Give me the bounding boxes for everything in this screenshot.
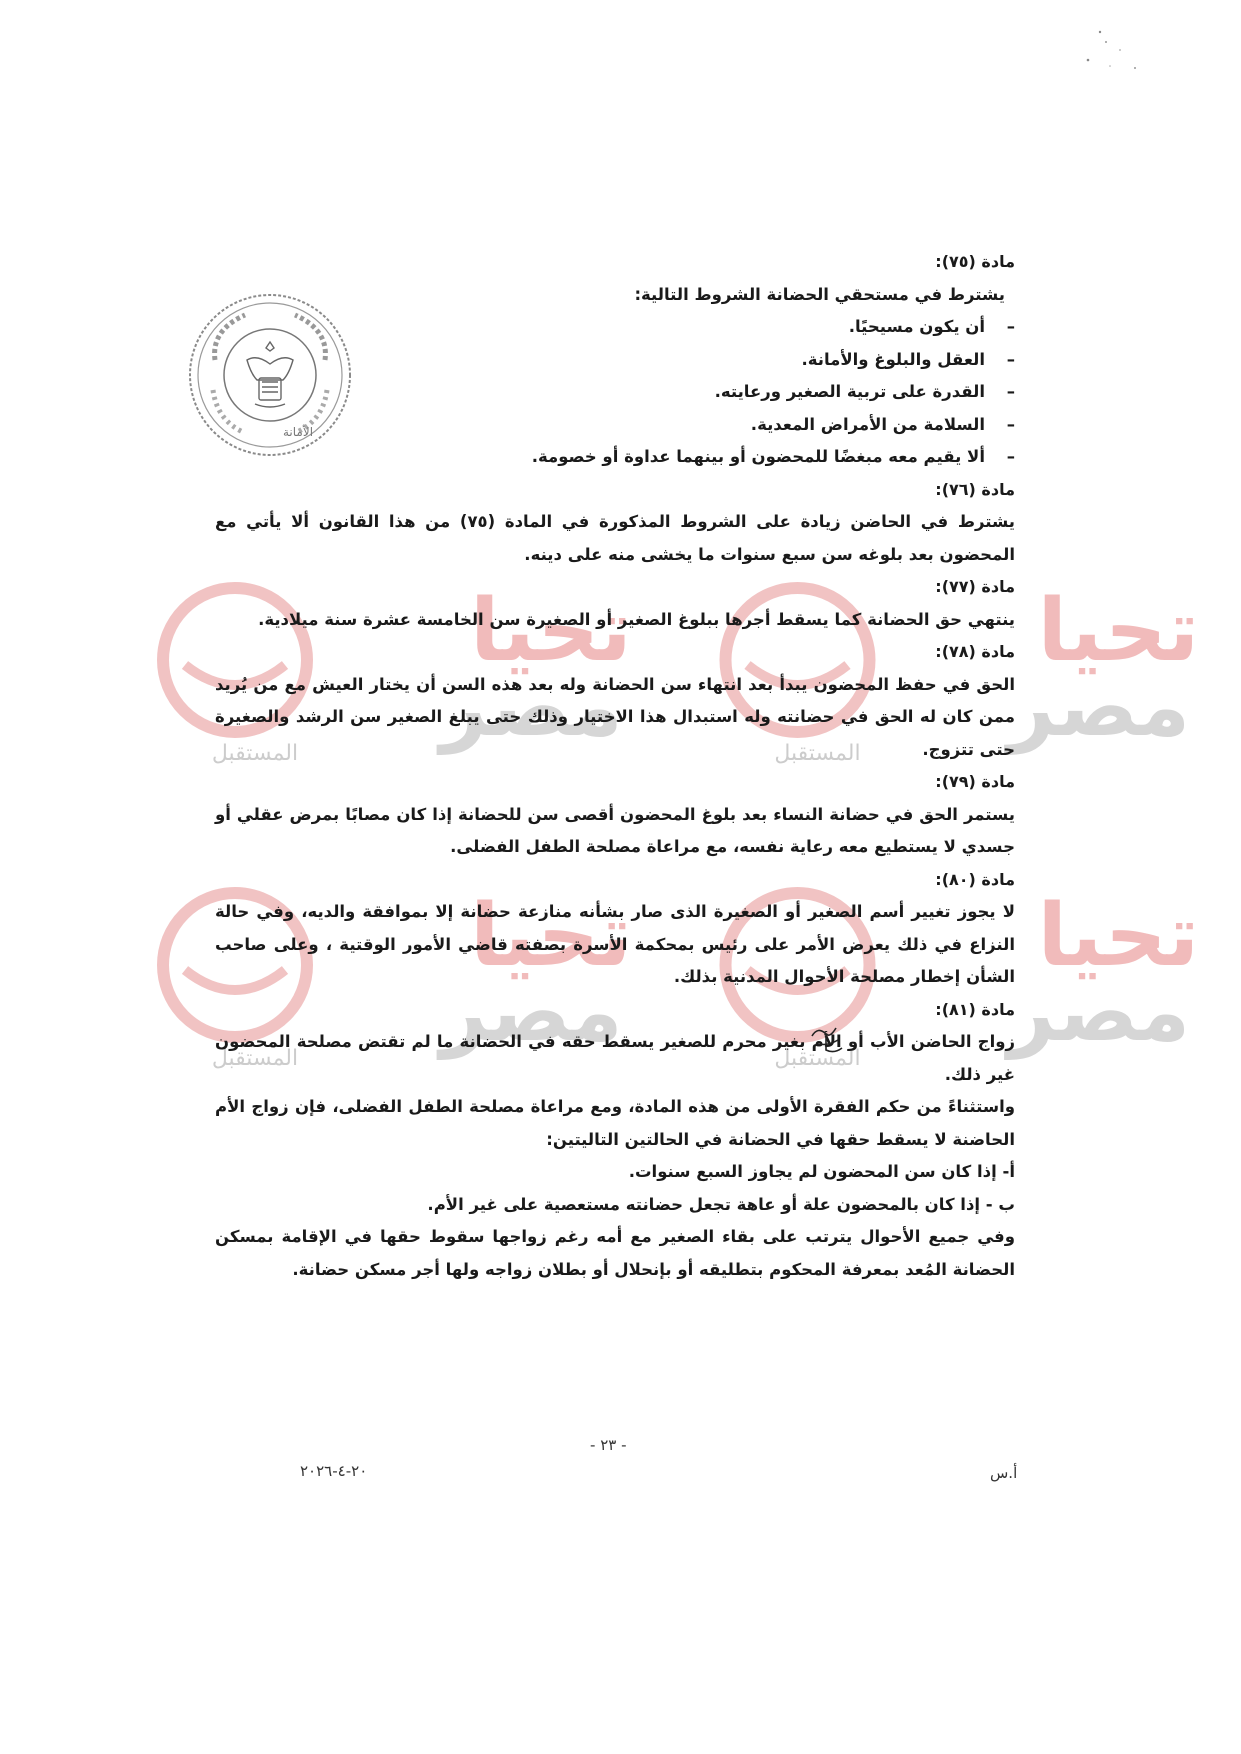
article-text: ينتهي حق الحضانة كما يسقط أجرها ببلوغ الصغير أو الصغيرة سن الخامسة عشرة سنة ميلادية. [258, 609, 1015, 629]
list-item: – ألا يقيم معه مبغضًا للمحضون أو بينهما عداوة أو خصومة. [215, 441, 1015, 474]
article-title: مادة (٨٠): [935, 869, 1015, 889]
svg-text:مصر: مصر [1007, 660, 1191, 755]
case-item: أ- إذا كان سن المحضون لم يجاوز السبع سنوات. [628, 1162, 1015, 1181]
article-title: مادة (٨١): [935, 999, 1015, 1019]
article-text: يستمر الحق في حضانة النساء بعد بلوغ المحضون أقصى سن للحضانة إذا كان مصابًا بمرض عقلي أو جسدي لا يستطيع معه رعاية نفسه، مع مراعاة مصلحة الطفل الفضلى. [215, 804, 1015, 856]
author-initials: أ.س [990, 1464, 1018, 1482]
svg-text:المستقبل: المستقبل [774, 1046, 861, 1071]
list-item: – السلامة من الأمراض المعدية. [215, 409, 1015, 442]
case-item: ب - إذا كان بالمحضون علة أو عاهة تجعل حضانته مستعصية على غير الأم. [427, 1194, 1015, 1214]
document-date: ٢٠-٤-٢٠٢٦ [300, 1462, 368, 1480]
article-intro: يشترط في مستحقي الحضانة الشروط التالية: [634, 284, 1005, 304]
article-text: واستثناءً من حكم الفقرة الأولى من هذه المادة، ومع مراعاة مصلحة الطفل الفضلى، فإن زواج الأم الحاضنة لا يسقط حقها في الحضانة في الحالتين التاليتين: [215, 1097, 1015, 1149]
document-body [215, 246, 1015, 1286]
article-title: مادة (٧٩): [935, 772, 1015, 791]
article-text: وفي جميع الأحوال يترتب على بقاء الصغير مع أمه رغم زواجها سقوط حقها في الإقامة بمسكن الحضانة المُعد بمعرفة المحكوم بتطليقه أو بإنحلال أو بطلان زواجه ولها أجر مسكن حضانة. [215, 1227, 1015, 1279]
svg-text:المستقبل: المستقبل [211, 1046, 299, 1071]
list-item: – القدرة على تربية الصغير ورعايته. [215, 376, 1015, 409]
article-text: لا يجوز تغيير أسم الصغير أو الصغيرة الذى صار بشأنه منازعة حضانة إلا بموافقة والديه، وفي حالة النزاع في ذلك يعرض الأمر على رئيس بمحكمة الأسرة بصفته قاضي الأمور الوقتية ، وعلى صاحب الشأن إخطار مصلحة الأحوال المدنية بذلك. [215, 902, 1015, 986]
article-text: الحق في حفظ المحضون يبدأ بعد انتهاء سن الحضانة وله بعد هذه السن أن يختار العيش مع من يُريد ممن كان له الحق في حضانته وله استبدال هذا الاختيار وذلك حتى يبلغ الصغير سن الرشد والصغيرة حتى تتزوج. [215, 674, 1015, 759]
list-item: – العقل والبلوغ والأمانة. [215, 344, 1015, 377]
svg-text:تحيا: تحيا [1037, 886, 1200, 986]
svg-text:مصر: مصر [440, 660, 623, 755]
stamp-bottom-text: الأمانة [283, 425, 314, 439]
article-title: مادة (٧٨): [935, 642, 1015, 661]
svg-text:مصر: مصر [440, 965, 623, 1060]
page-number: - ٢٣ - [590, 1436, 627, 1454]
article-text: زواج الحاضن الأب أو الأم بغير محرم للصغير يسقط حقه في الحضانة ما لم تقتض مصلحة المحضون غير ذلك. [215, 1032, 1015, 1084]
list-item: – أن يكون مسيحيًا. [215, 311, 1015, 344]
svg-text:مصر: مصر [1007, 965, 1191, 1060]
svg-text:تحيا: تحيا [470, 581, 632, 681]
article-title: مادة (٧٥): [935, 252, 1015, 271]
svg-text:تحيا: تحيا [1037, 581, 1200, 681]
conditions-list [215, 311, 1015, 474]
handwritten-signature [808, 1022, 848, 1056]
svg-text:المستقبل: المستقبل [211, 741, 299, 766]
svg-text:تحيا: تحيا [470, 886, 632, 986]
article-title: مادة (٧٦): [935, 479, 1015, 499]
article-text: يشترط في الحاضن زيادة على الشروط المذكورة في المادة (٧٥) من هذا القانون ألا يأتي مع المحضون بعد بلوغه سن سبع سنوات ما يخشى منه على دينه. [215, 512, 1015, 564]
article-title: مادة (٧٧): [935, 577, 1015, 596]
scan-specks [1080, 20, 1150, 80]
svg-text:المستقبل: المستقبل [774, 741, 861, 766]
